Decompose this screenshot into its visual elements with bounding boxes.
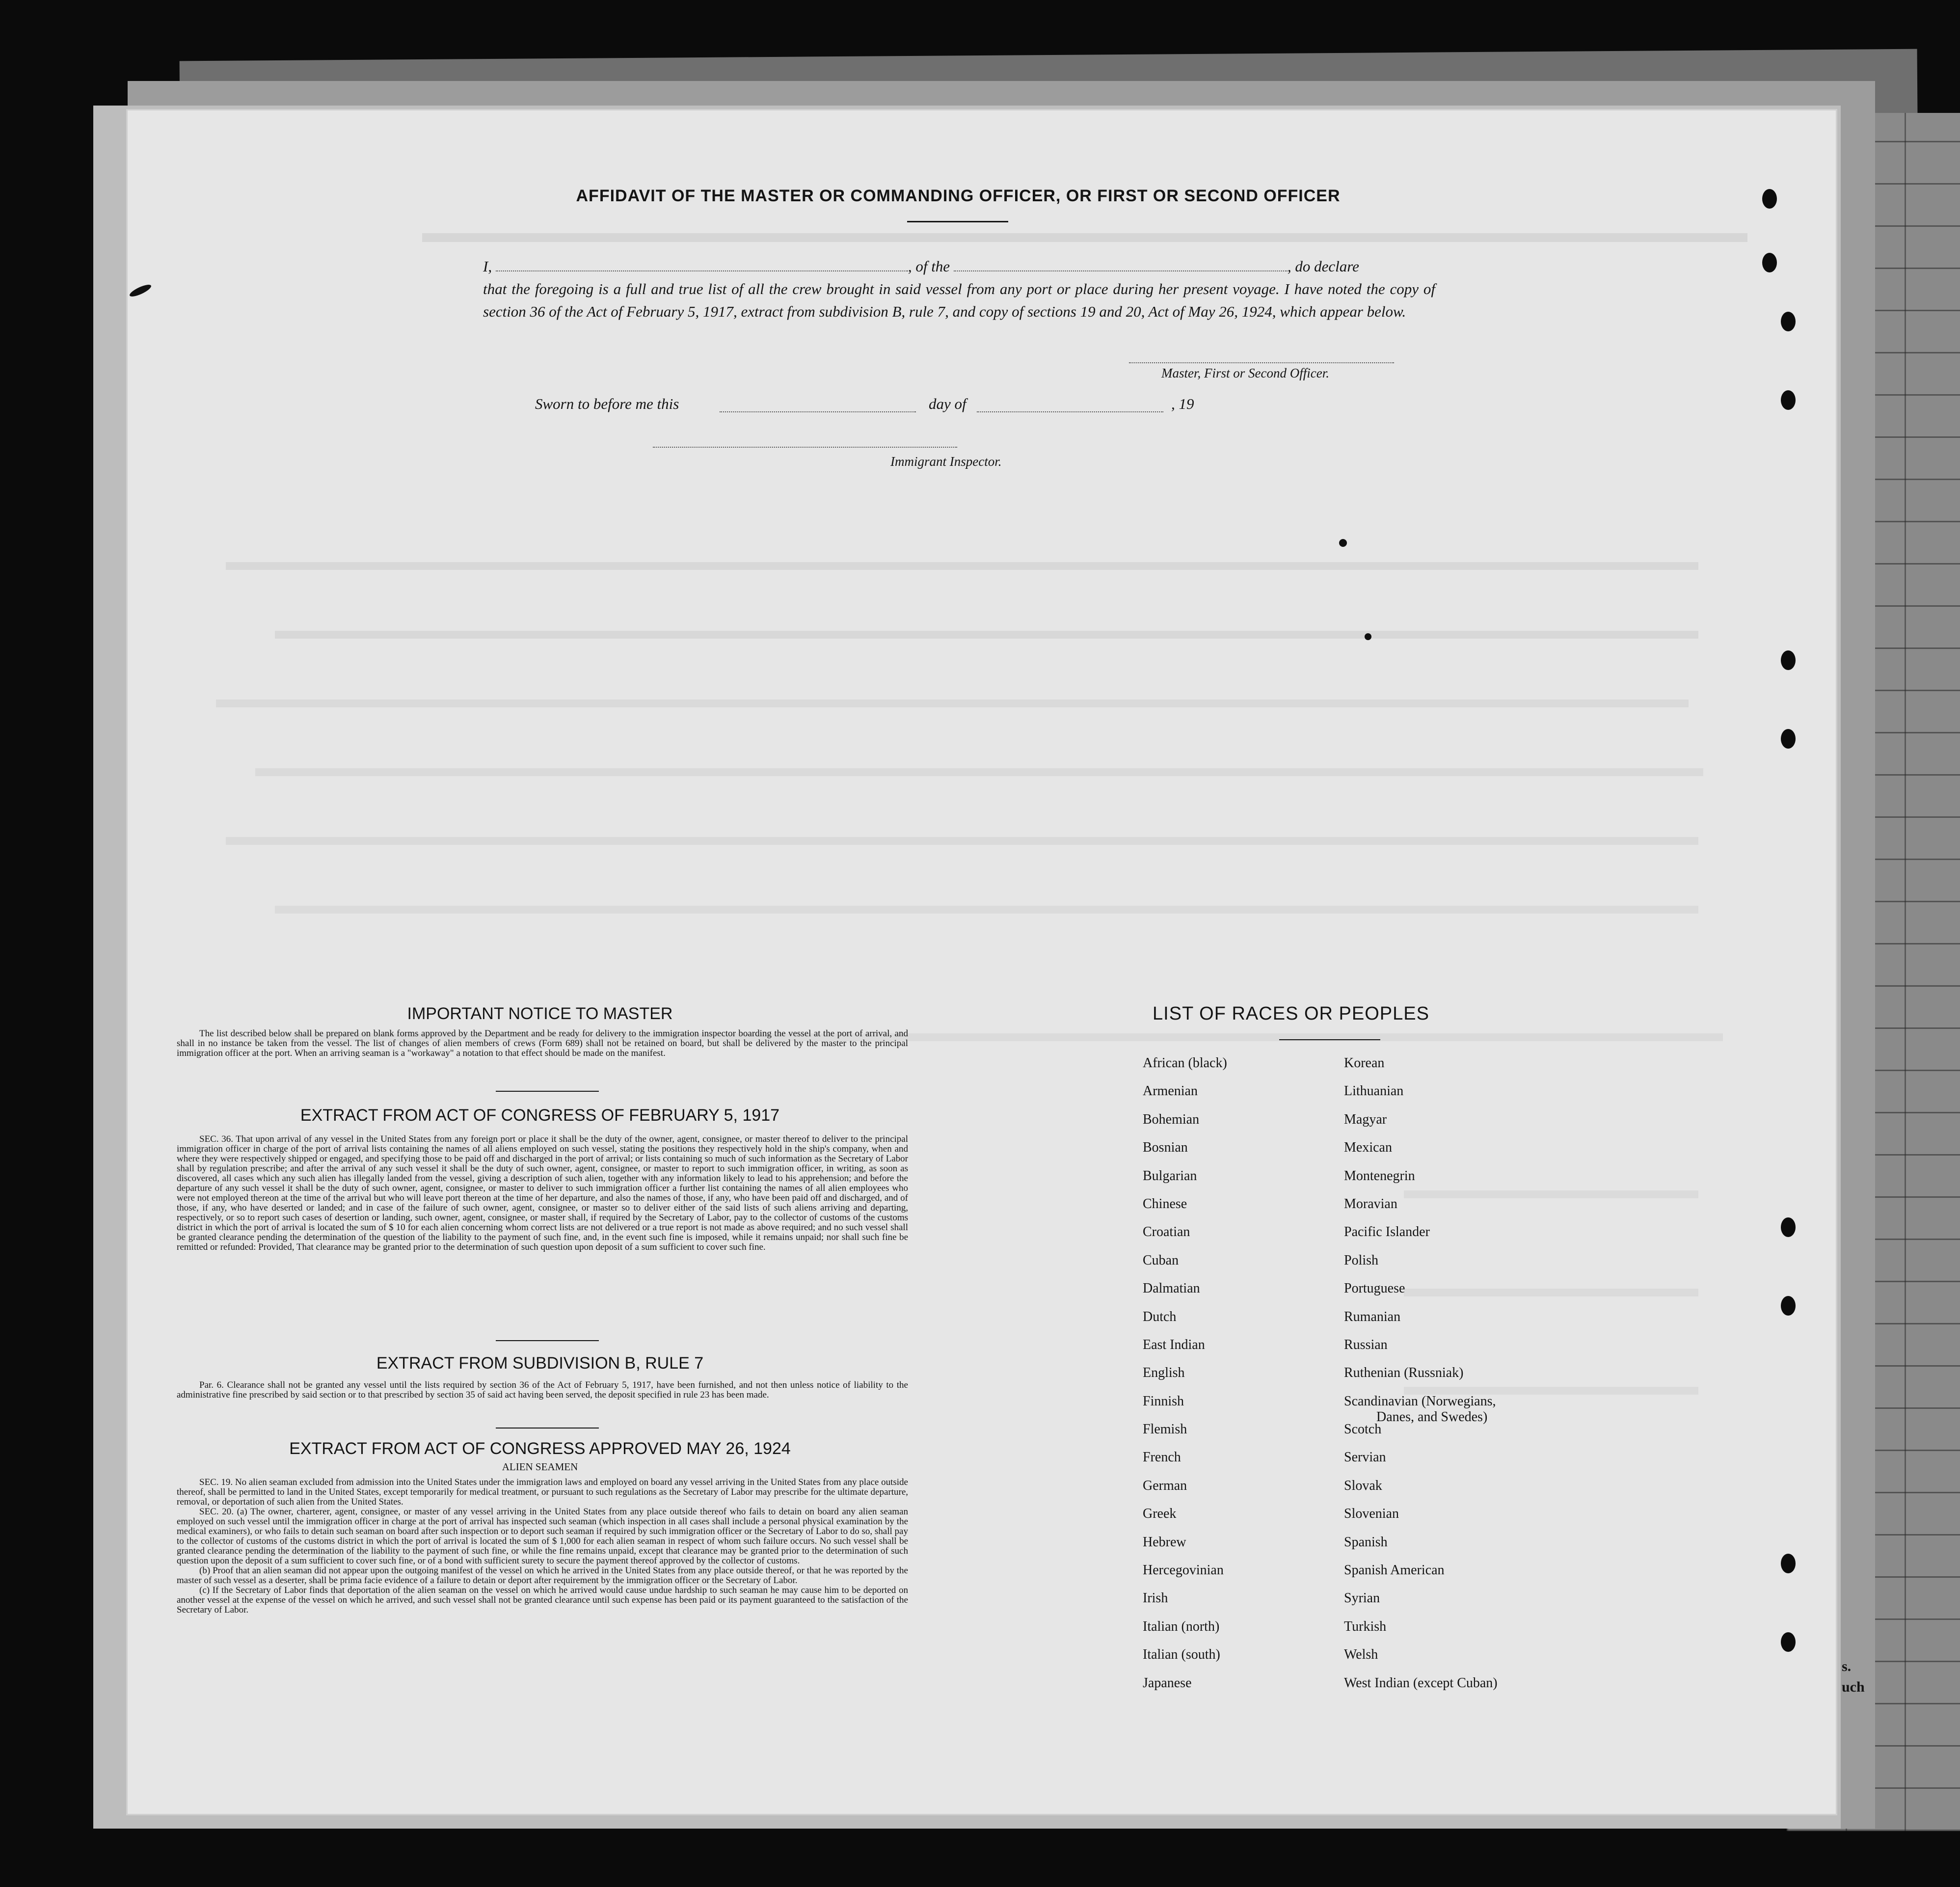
bleed-through-line: [275, 906, 1698, 914]
race-item: Ruthenian (Russniak): [1344, 1365, 1464, 1381]
race-item: Spanish American: [1344, 1563, 1445, 1578]
races-left-column: [1143, 1055, 1227, 1703]
race-item: Cuban: [1143, 1252, 1179, 1268]
sworn-text: Sworn to before me this: [535, 395, 679, 412]
sec-20a-paragraph: SEC. 20. (a) The owner, charterer, agent, consignee, or master of any vessel arriving in the United States from any place outside thereof who fails to detain on board any alien seaman employed on such vessel until the immigration officer in charge at the port of arrival has inspected such seaman (which inspection in all cases shall include a personal physical examination by the medical examiners), or who fails to detain such seaman on board after such inspection or to deport such seaman if required by such immigration officer or the Secretary of Labor to do so, shall pay to the collector of customs of the customs district in which the port of arrival is located the sum of $ 1,000 for each alien seaman in respect of whom such failure occurs. No such vessel shall be granted clearance pending the determination of the liability to the payment of such fine, or while the fine remains unpaid, except that clearance may be granted prior to the determination of such question upon the deposit of a sum sufficient to cover such fine, or of a bond with sufficient surety to secure the payment thereof approved by the collector of customs.: [177, 1507, 908, 1566]
race-item: Slovenian: [1344, 1506, 1399, 1522]
notice-text: [177, 1029, 908, 1058]
margin-fragment: uch: [1842, 1679, 1865, 1695]
race-item: Bulgarian: [1143, 1168, 1197, 1184]
alien-seamen-subtitle: ALIEN SEAMEN: [502, 1461, 578, 1473]
races-rule: [1279, 1039, 1380, 1040]
notice-title: IMPORTANT NOTICE TO MASTER: [407, 1004, 673, 1023]
name-field[interactable]: [496, 258, 908, 271]
year-text: , 19: [1171, 395, 1194, 412]
affidavit-of-the: , of the: [908, 258, 950, 275]
race-item: African (black): [1143, 1055, 1227, 1071]
race-item: Scandinavian (Norwegians,: [1344, 1393, 1496, 1409]
extract-1917-text: [177, 1134, 908, 1252]
races-title: LIST OF RACES OR PEOPLES: [1153, 1003, 1429, 1024]
master-signature-line[interactable]: [1129, 362, 1394, 363]
extract-1917-title: EXTRACT FROM ACT OF CONGRESS OF FEBRUARY 5, 1917: [300, 1106, 780, 1125]
bleed-through-line: [216, 700, 1689, 707]
extract-1924-title: EXTRACT FROM ACT OF CONGRESS APPROVED MAY 26, 1924: [289, 1439, 791, 1458]
race-item: Turkish: [1344, 1618, 1387, 1634]
race-item: English: [1143, 1365, 1185, 1381]
race-item: Greek: [1143, 1506, 1177, 1522]
extract-1924-text: [177, 1478, 908, 1615]
race-item: Japanese: [1143, 1675, 1192, 1691]
race-item: East Indian: [1143, 1337, 1205, 1352]
race-item: Syrian: [1344, 1590, 1380, 1606]
race-item: Italian (north): [1143, 1618, 1220, 1634]
sworn-day-field[interactable]: [720, 399, 916, 412]
race-item: Dutch: [1143, 1309, 1177, 1324]
race-item: French: [1143, 1450, 1181, 1465]
race-item: Slovak: [1344, 1478, 1382, 1493]
sec-20c-paragraph: (c) If the Secretary of Labor finds that deportation of the alien seaman on the vessel on which he arrived would cause undue hardship to such seaman he may cause him to be deported on another vessel at the expense of the vessel on which he arrived, and such vessel shall not be granted clearance until such expense has been paid or its payment guaranteed to the satisfaction of the Secretary of Labor.: [177, 1585, 908, 1615]
race-item: Portuguese: [1344, 1281, 1405, 1296]
affidavit-i: I,: [483, 258, 492, 275]
affidavit-body: [483, 255, 1435, 323]
rule-7-title: EXTRACT FROM SUBDIVISION B, RULE 7: [376, 1354, 704, 1373]
vessel-field[interactable]: [954, 258, 1288, 271]
title-rule: [907, 221, 1008, 222]
binder-hole: [1781, 312, 1796, 331]
sec-19-paragraph: SEC. 19. No alien seaman excluded from admission into the United States under the immigration laws and employed on board any vessel arriving in the United States from any place outside thereof, shall be permitted to land in the United States, except temporarily for medical treatment, or pursuant to such regulations as the Secretary of Labor may prescribe for the ultimate departure, removal, or deportation of such alien from the United States.: [177, 1477, 908, 1507]
binder-hole: [1781, 1296, 1796, 1316]
day-of-text: day of: [929, 395, 967, 412]
race-item: Chinese: [1143, 1196, 1187, 1212]
bleed-through-line: [226, 562, 1698, 570]
ink-spot: [1339, 539, 1347, 547]
binder-hole: [1781, 729, 1796, 749]
race-item: Bosnian: [1143, 1140, 1188, 1156]
binder-hole: [1762, 253, 1777, 272]
race-item: Hercegovinian: [1143, 1563, 1224, 1578]
bleed-through-line: [255, 768, 1703, 776]
race-item: Rumanian: [1344, 1309, 1401, 1324]
race-item: Polish: [1344, 1252, 1379, 1268]
race-item: Hebrew: [1143, 1534, 1186, 1550]
inspector-signature-line[interactable]: [653, 447, 957, 448]
race-item: Pacific Islander: [1344, 1224, 1430, 1240]
race-item: Dalmatian: [1143, 1281, 1200, 1296]
race-item: Bohemian: [1143, 1111, 1200, 1127]
bleed-through-line: [275, 631, 1698, 639]
sec-20b-paragraph: (b) Proof that an alien seaman did not appear upon the outgoing manifest of the vessel on which he arrived in the United States from any place outside thereof, or that he was reported by the master of such vessel as a deserter, shall be prima facie evidence of a failure to detain or deport after requirement by the immigration officer or the Secretary of Labor.: [177, 1565, 908, 1586]
race-item: Flemish: [1143, 1422, 1187, 1437]
binder-hole: [1781, 1632, 1796, 1652]
bleed-through-line: [422, 233, 1747, 242]
sworn-month-field[interactable]: [977, 399, 1163, 412]
race-item: Finnish: [1143, 1393, 1184, 1409]
binder-hole: [1781, 1554, 1796, 1573]
race-item: Spanish: [1344, 1534, 1388, 1550]
race-item: Italian (south): [1143, 1647, 1220, 1663]
sec-36-paragraph: SEC. 36. That upon arrival of any vessel in the United States from any foreign port or place it shall be the duty of the owner, agent, consignee, or master thereof to deliver to the principal immigration officer in charge of the port of arrival lists containing the names of all aliens employed on such vessel, stating the positions they respectively hold in the ship's company, when and where they were respectively shipped or engaged, and specifying those to be paid off and discharged in the port of arrival; or lists containing so much of such information as the Secretary of Labor shall by regulation prescribe; and after the arrival of any such vessel it shall be the duty of such owner, agent, consignee, or master to report to such immigration officer, in writing, as soon as discovered, all cases which any such alien has illegally landed from the vessel, giving a description of such alien, together with any information likely to lead to his apprehension; and before the departure of any such vessel it shall be the duty of such owner, agent, consignee, or master to deliver to such immigration officer a further list containing the names of all alien employees who were not employed thereon at the time of the arrival but who will leave port thereon at the time of her departure, and also the names of those, if any, who have been paid off and discharged, and of those, if any, who have deserted or landed; and in case of the failure of such owner, agent, consignee, or master so to deliver either of the said lists of such aliens arriving and departing, respectively, or so to report such cases of desertion or landing, such owner, agent, consignee, or master shall, if required by the Secretary of Labor, pay to the collector of customs of the customs district in which the port of arrival is located the sum of $ 10 for each alien concerning whom correct lists are not delivered or a true report is not made as above required; and no such vessel shall be granted clearance pending the determination of the question of the liability to the payment of such fine, and, in the event such fine is imposed, while it remains unpaid; nor shall such fine be remitted or refunded: Provided, That clearance may be granted prior to the determination of such question upon deposit of a sum sufficient to cover such fine.: [177, 1134, 908, 1252]
scandinavian-continuation: Danes, and Swedes): [1376, 1409, 1488, 1425]
race-item: Magyar: [1344, 1111, 1387, 1127]
bleed-through-line: [226, 837, 1698, 845]
rule-7-text: [177, 1380, 908, 1400]
inspector-label: Immigrant Inspector.: [890, 454, 1002, 469]
race-item: Croatian: [1143, 1224, 1190, 1240]
affidavit-title: AFFIDAVIT OF THE MASTER OR COMMANDING OFFICER, OR FIRST OR SECOND OFFICER: [576, 187, 1341, 205]
race-item: Lithuanian: [1344, 1083, 1404, 1099]
race-item: Korean: [1344, 1055, 1385, 1071]
notice-paragraph: The list described below shall be prepared on blank forms approved by the Department and be ready for delivery to the immigration inspector boarding the vessel at the port of arrival, and shall in no instance be taken from the vessel. The list of changes of alien members of crews (Form 689) shall not be retained on board, but shall be delivered by the master to the principal immigration officer at the port. When an arriving seaman is a "workaway" a notation to that effect should be made on the manifest.: [177, 1028, 908, 1058]
race-item: Russian: [1344, 1337, 1388, 1352]
binder-hole: [1781, 1217, 1796, 1237]
section-rule: [496, 1091, 599, 1092]
affidavit-do-declare: , do declare: [1287, 258, 1359, 275]
affidavit-statement: that the foregoing is a full and true list of all the crew brought in said vessel from any port or place during her present voyage. I have noted the copy of section 36 of the Act of February 5, 1917, extract from subdivision B, rule 7, and copy of sections 19 and 20, Act of May 26, 1924, which appear below.: [483, 280, 1435, 320]
race-item: Montenegrin: [1344, 1168, 1415, 1184]
race-item: Moravian: [1344, 1196, 1397, 1212]
ink-spot: [1365, 633, 1371, 640]
section-rule: [496, 1428, 599, 1429]
races-right-column: [1344, 1055, 1498, 1703]
master-label: Master, First or Second Officer.: [1161, 366, 1329, 380]
section-rule: [496, 1340, 599, 1341]
race-item: Irish: [1143, 1590, 1168, 1606]
race-item: West Indian (except Cuban): [1344, 1675, 1498, 1691]
race-item: Welsh: [1344, 1647, 1378, 1663]
par-6-paragraph: Par. 6. Clearance shall not be granted any vessel until the lists required by section 36 of the Act of February 5, 1917, have been furnished, and not then unless notice of liability to the administrative fine prescribed by said section or to that prescribed by section 35 of said act having been served, the deposit specified in rule 23 has been made.: [177, 1380, 908, 1400]
binder-hole: [1762, 189, 1777, 209]
race-item: Armenian: [1143, 1083, 1198, 1099]
race-item: Mexican: [1344, 1140, 1392, 1156]
binder-hole: [1781, 390, 1796, 410]
race-item: Servian: [1344, 1450, 1386, 1465]
margin-fragment: s.: [1842, 1658, 1852, 1674]
binder-hole: [1781, 650, 1796, 670]
race-item: Scotch: [1344, 1422, 1382, 1437]
race-item: German: [1143, 1478, 1187, 1493]
